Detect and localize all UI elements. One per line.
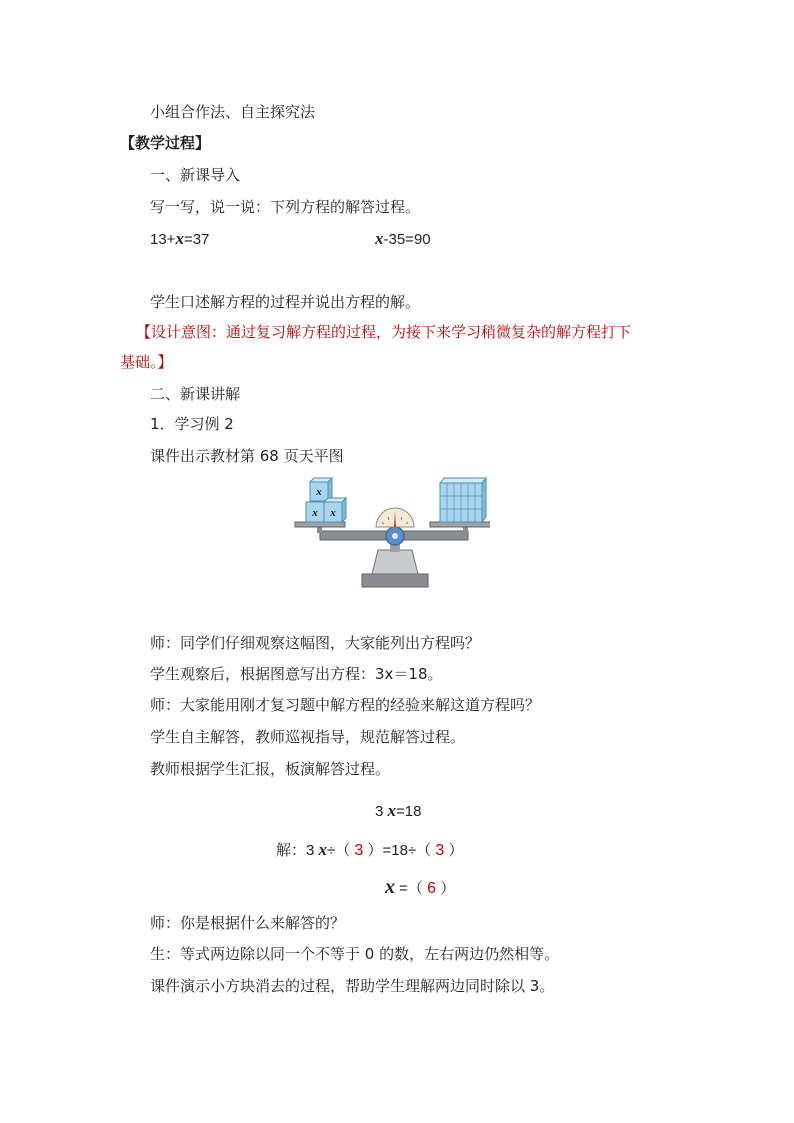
scale-pan-left	[295, 522, 345, 527]
courseware-text: 课件出示教材第 68 页天平图	[150, 447, 344, 465]
unit-block-stack	[440, 478, 486, 522]
variable-x: x	[375, 229, 384, 248]
student-oral-text: 学生口述解方程的过程并说出方程的解。	[150, 293, 421, 311]
scale-pedestal	[372, 550, 418, 574]
answer-blank-1: 3	[354, 842, 364, 859]
teacher-board-text: 教师根据学生汇报，板演解答过程。	[150, 760, 391, 778]
method-text: 小组合作法、自主探究法	[150, 103, 316, 121]
section-intro-heading: 一、新课导入	[150, 166, 241, 184]
courseware-demo-text: 课件演示小方块消去的过程，帮助学生理解两边同时除以 3。	[150, 977, 555, 995]
x-block-label: x	[312, 507, 318, 519]
teacher-question-2: 师：大家能用刚才复习题中解方程的经验来解这道方程吗？	[150, 696, 541, 714]
design-intent-line-2: 基础。】	[120, 353, 173, 371]
review-prompt: 写一写，说一说：下列方程的解答过程。	[150, 198, 421, 216]
section-lecture-heading: 二、新课讲解	[150, 385, 241, 403]
student-solve-text: 学生自主解答，教师巡视指导，规范解答过程。	[150, 728, 466, 746]
x-block-bottom-left	[306, 502, 324, 522]
process-heading: 【教学过程】	[120, 134, 211, 152]
balance-scale-figure	[290, 474, 490, 589]
solution-step: 解：3 x÷（ 3 ）=18÷（ 3 ）	[276, 840, 464, 859]
scale-base	[362, 574, 428, 587]
x-block-label: x	[316, 486, 322, 498]
x-block-bottom-right	[324, 498, 346, 522]
variable-x: x	[387, 801, 397, 820]
answer-blank-3: 6	[427, 880, 437, 897]
x-block-label: x	[330, 507, 336, 519]
variable-x: x	[385, 876, 395, 898]
review-equation-1: 13+x=37	[150, 229, 210, 248]
solution-equation: 3 x=18	[375, 801, 422, 820]
design-intent-line-1: 【设计意图：通过复习解方程的过程，为接下来学习稍微复杂的解方程打下	[136, 323, 632, 341]
solution-result: x =（ 6 ）	[385, 876, 456, 898]
review-equation-2: x-35=90	[375, 229, 431, 248]
answer-blank-2: 3	[435, 842, 445, 859]
teacher-question-3: 师：你是根据什么来解答的？	[150, 914, 346, 932]
example-item: 1．学习例 2	[150, 415, 234, 433]
variable-x: x	[175, 229, 184, 248]
student-answer-text: 生：等式两边除以同一个不等于 0 的数，左右两边仍然相等。	[150, 945, 560, 963]
variable-x: x	[318, 840, 328, 859]
scale-pan-right	[430, 522, 490, 527]
teacher-question-1: 师：同学们仔细观察这幅图，大家能列出方程吗？	[150, 634, 481, 652]
student-equation-text: 学生观察后，根据图意写出方程：3x＝18。	[150, 665, 443, 683]
